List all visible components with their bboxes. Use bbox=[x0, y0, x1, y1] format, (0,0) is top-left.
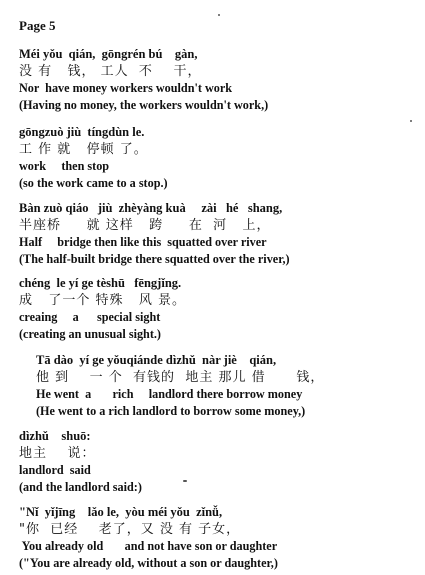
gloss-line: He went a rich landlord there borrow money bbox=[36, 387, 303, 401]
text-block-1 bbox=[19, 46, 414, 114]
scan-speck bbox=[183, 480, 187, 482]
text-block-6 bbox=[19, 428, 414, 496]
translation-line: (The half-built bridge there squatted over the river,) bbox=[19, 252, 290, 266]
text-block-4 bbox=[19, 275, 414, 343]
chinese-line: 他 到 一 个 有钱的 地主 那儿 借 钱， bbox=[36, 370, 325, 385]
pinyin-line: Méi yǒu qián, gōngrén bú gàn, bbox=[19, 47, 198, 61]
gloss-line: work then stop bbox=[19, 159, 110, 173]
pinyin-line: "Nǐ yǐjīng lǎo le, yòu méi yǒu zǐnǚ, bbox=[19, 505, 223, 519]
chinese-line: 地主 说： bbox=[19, 446, 96, 461]
pinyin-line: chéng le yí ge tèshū fēngjǐng. bbox=[19, 276, 182, 290]
text-block-3 bbox=[19, 200, 414, 268]
translation-line: (and the landlord said:) bbox=[19, 480, 142, 494]
gloss-line: You already old and not have son or daughter bbox=[19, 539, 278, 553]
gloss-line: creaing a special sight bbox=[19, 310, 161, 324]
gloss-line: Nor have money workers wouldn't work bbox=[19, 81, 233, 95]
translation-line: (creating an unusual sight.) bbox=[19, 327, 161, 341]
translation-line: (so the work came to a stop.) bbox=[19, 176, 168, 190]
pinyin-line: Bàn zuò qiáo jiù zhèyàng kuà zài hé shang, bbox=[19, 201, 283, 215]
scan-speck bbox=[218, 14, 220, 16]
pinyin-line: Tā dào yí ge yǒuqiánde dìzhǔ nàr jiè qián, bbox=[36, 353, 277, 367]
text-block-5 bbox=[36, 352, 421, 420]
gloss-line: landlord said bbox=[19, 463, 91, 477]
scan-speck bbox=[410, 120, 412, 122]
pinyin-line: dìzhǔ shuō: bbox=[19, 429, 91, 443]
translation-line: ("You are already old, without a son or daughter,) bbox=[19, 556, 278, 570]
text-block-2 bbox=[19, 124, 414, 192]
page-number: Page 5 bbox=[19, 18, 56, 33]
translation-line: (Having no money, the workers wouldn't work,) bbox=[19, 98, 269, 112]
gloss-line: Half bridge then like this squatted over river bbox=[19, 235, 267, 249]
chinese-line: "你 已经 老了，又 没 有 子女， bbox=[19, 522, 241, 537]
chinese-line: 半座桥 就 这样 跨 在 河 上， bbox=[19, 218, 271, 233]
translation-line: (He went to a rich landlord to borrow some money,) bbox=[36, 404, 306, 418]
pinyin-line: gōngzuò jiù tíngdùn le. bbox=[19, 125, 145, 139]
chinese-line: 没 有 钱， 工人 不 干， bbox=[19, 64, 202, 79]
text-block-7 bbox=[19, 504, 414, 572]
chinese-line: 工 作 就 停顿 了。 bbox=[19, 142, 148, 157]
chinese-line: 成 了一个 特殊 风 景。 bbox=[19, 293, 187, 308]
